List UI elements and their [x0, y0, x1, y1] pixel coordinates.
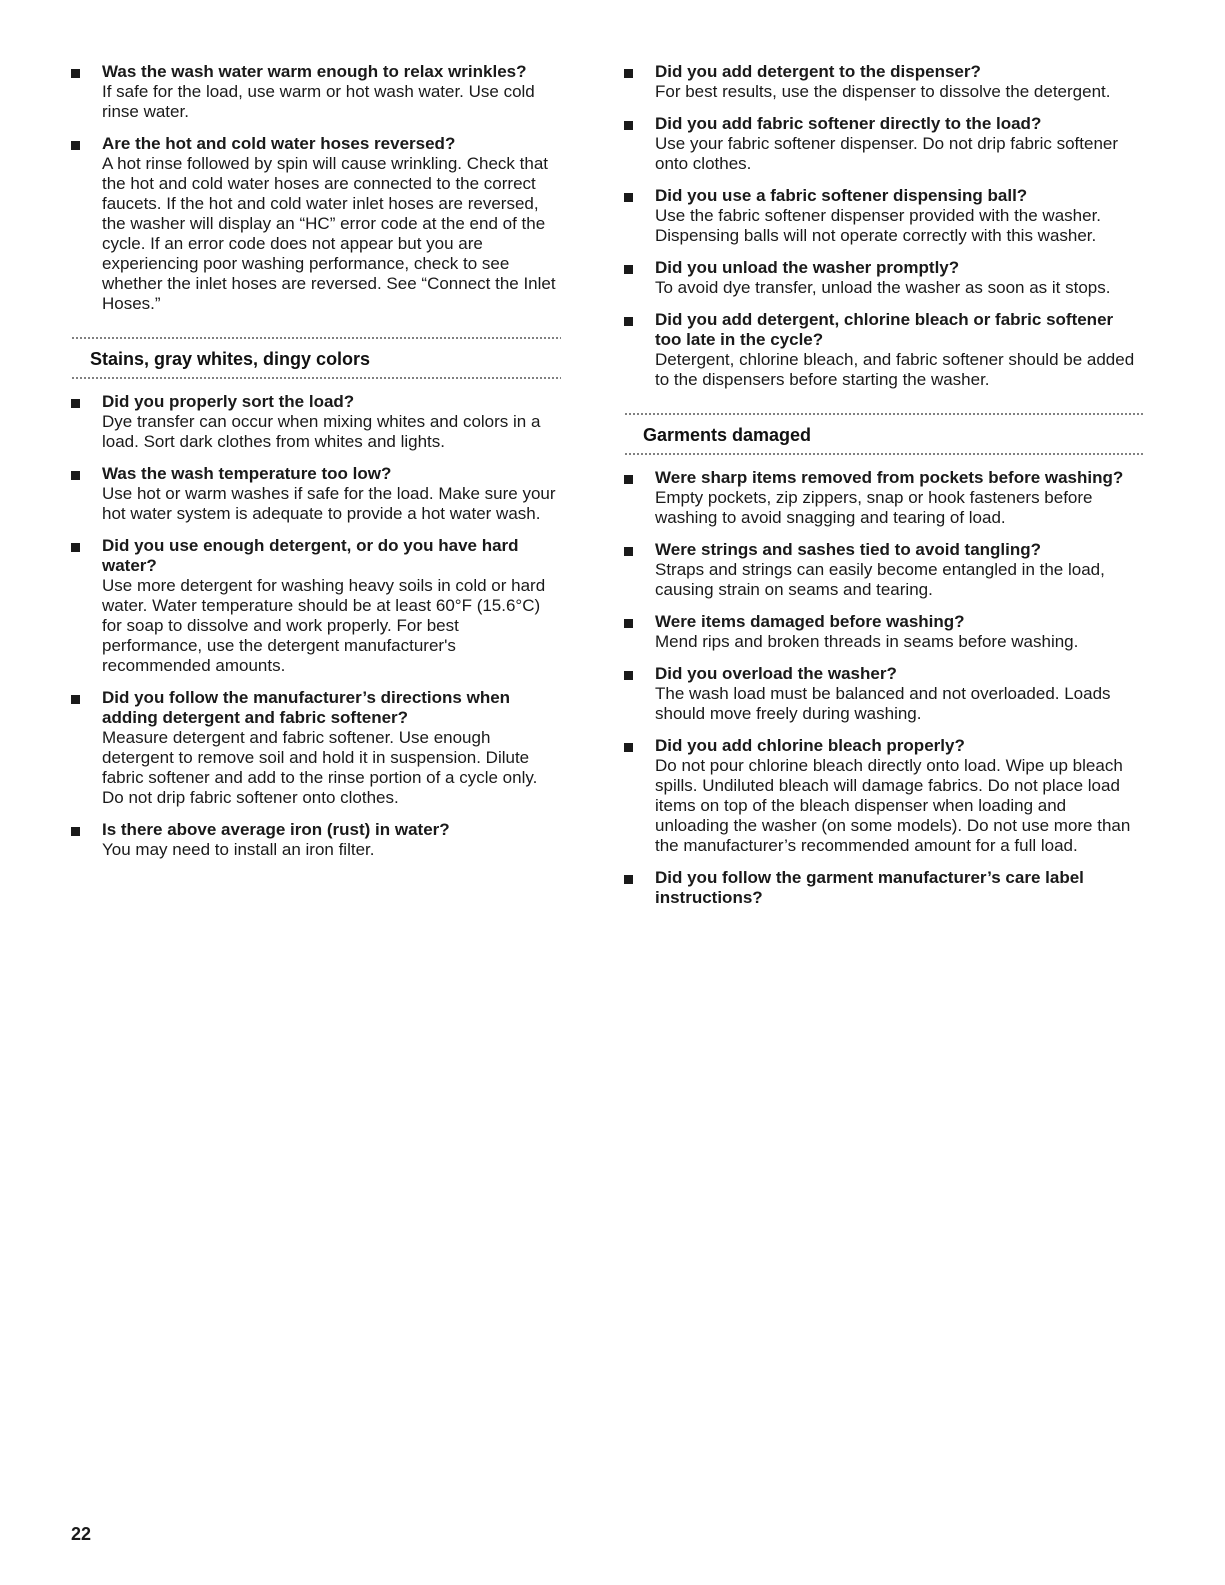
right-column [624, 62, 1144, 920]
bullet-square-icon [624, 317, 633, 326]
section-title: Garments damaged [643, 425, 812, 445]
page-number: 22 [71, 1524, 92, 1544]
answer: For best results, use the dispenser to dissolve the detergent. [655, 82, 1111, 101]
section-header-stains [71, 336, 561, 380]
list-item [624, 612, 1144, 652]
bullet-square-icon [624, 671, 633, 680]
bullet-square-icon [624, 121, 633, 130]
dotted-divider [71, 376, 561, 380]
list-item [71, 392, 561, 452]
bullet-square-icon [71, 471, 80, 480]
question: Did you properly sort the load? [102, 392, 355, 411]
answer: Use hot or warm washes if safe for the load. Make sure your hot water system is adequate to provide a hot water wash. [102, 484, 556, 523]
answer: Use your fabric softener dispenser. Do not drip fabric softener onto clothes. [655, 134, 1119, 173]
question: Was the wash temperature too low? [102, 464, 392, 483]
list-item [71, 536, 561, 676]
list-item [71, 62, 561, 122]
answer: Do not pour chlorine bleach directly onto load. Wipe up bleach spills. Undiluted bleach will damage fabrics. Do not place load items on top of the bleach dispenser when loading and unloading the washer (on some models). Do not use more than the manufacturer’s recommended amount for a full load. [655, 756, 1131, 855]
answer: The wash load must be balanced and not overloaded. Loads should move freely during washing. [655, 684, 1111, 723]
answer: Straps and strings can easily become entangled in the load, causing strain on seams and tearing. [655, 560, 1105, 599]
question: Did you add fabric softener directly to the load? [655, 114, 1042, 133]
bullet-square-icon [624, 475, 633, 484]
question: Did you follow the garment manufacturer’s care label instructions? [655, 868, 1084, 907]
bullet-square-icon [71, 141, 80, 150]
list-item [624, 540, 1144, 600]
answer: To avoid dye transfer, unload the washer as soon as it stops. [655, 278, 1111, 297]
bullet-square-icon [71, 543, 80, 552]
answer: Empty pockets, zip zippers, snap or hook fasteners before washing to avoid snagging and tearing of load. [655, 488, 1093, 527]
answer: You may need to install an iron filter. [102, 840, 375, 859]
answer: Detergent, chlorine bleach, and fabric softener should be added to the dispensers before starting the washer. [655, 350, 1135, 389]
question: Did you overload the washer? [655, 664, 897, 683]
question: Did you add chlorine bleach properly? [655, 736, 965, 755]
answer: Mend rips and broken threads in seams before washing. [655, 632, 1079, 651]
list-item [624, 258, 1144, 298]
section-header-garments [624, 412, 1144, 456]
bullet-square-icon [624, 265, 633, 274]
question: Are the hot and cold water hoses reversed? [102, 134, 456, 153]
section-title: Stains, gray whites, dingy colors [90, 349, 371, 369]
answer: Dye transfer can occur when mixing whites and colors in a load. Sort dark clothes from whites and lights. [102, 412, 541, 451]
left-top-list [71, 62, 561, 314]
question: Did you follow the manufacturer’s directions when adding detergent and fabric softener? [102, 688, 511, 727]
bullet-square-icon [71, 69, 80, 78]
list-item [71, 464, 561, 524]
bullet-square-icon [71, 695, 80, 704]
question: Did you add detergent to the dispenser? [655, 62, 981, 81]
question: Were strings and sashes tied to avoid tangling? [655, 540, 1042, 559]
list-item [624, 868, 1144, 908]
left-column [71, 62, 561, 872]
question: Was the wash water warm enough to relax wrinkles? [102, 62, 527, 81]
list-item [624, 114, 1144, 174]
list-item [71, 688, 561, 808]
list-item [624, 186, 1144, 246]
bullet-square-icon [624, 193, 633, 202]
bullet-square-icon [624, 743, 633, 752]
stains-list [71, 392, 561, 860]
list-item [624, 736, 1144, 856]
answer: A hot rinse followed by spin will cause wrinkling. Check that the hot and cold water hoses are connected to the correct faucets. If the hot and cold water inlet hoses are reversed, the washer will display an “HC” error code at the end of the cycle. If an error code does not appear but you are experiencing poor washing performance, check to see whether the inlet hoses are reversed. See “Connect the Inlet Hoses.” [102, 154, 556, 313]
answer: Use more detergent for washing heavy soils in cold or hard water. Water temperature should be at least 60°F (15.6°C) for soap to dissolve and work properly. For best performance, use the detergent manufacturer's recommended amounts. [102, 576, 546, 675]
list-item [71, 134, 561, 314]
right-top-list [624, 62, 1144, 390]
question: Were items damaged before washing? [655, 612, 965, 631]
answer: If safe for the load, use warm or hot wash water. Use cold rinse water. [102, 82, 535, 121]
list-item [624, 664, 1144, 724]
question: Did you use a fabric softener dispensing ball? [655, 186, 1028, 205]
bullet-square-icon [624, 619, 633, 628]
question: Did you use enough detergent, or do you have hard water? [102, 536, 519, 575]
question: Did you unload the washer promptly? [655, 258, 960, 277]
question: Were sharp items removed from pockets before washing? [655, 468, 1124, 487]
list-item [624, 310, 1144, 390]
garments-list [624, 468, 1144, 908]
bullet-square-icon [624, 69, 633, 78]
bullet-square-icon [624, 875, 633, 884]
dotted-divider [624, 452, 1144, 456]
list-item [624, 62, 1144, 102]
list-item [624, 468, 1144, 528]
bullet-square-icon [71, 399, 80, 408]
answer: Use the fabric softener dispenser provided with the washer. Dispensing balls will not operate correctly with this washer. [655, 206, 1102, 245]
answer: Measure detergent and fabric softener. Use enough detergent to remove soil and hold it in suspension. Dilute fabric softener and add to the rinse portion of a cycle only. Do not drip fabric softener onto clothes. [102, 728, 538, 807]
question: Did you add detergent, chlorine bleach or fabric softener too late in the cycle? [655, 310, 1114, 349]
list-item [71, 820, 561, 860]
question: Is there above average iron (rust) in water? [102, 820, 450, 839]
bullet-square-icon [71, 827, 80, 836]
bullet-square-icon [624, 547, 633, 556]
